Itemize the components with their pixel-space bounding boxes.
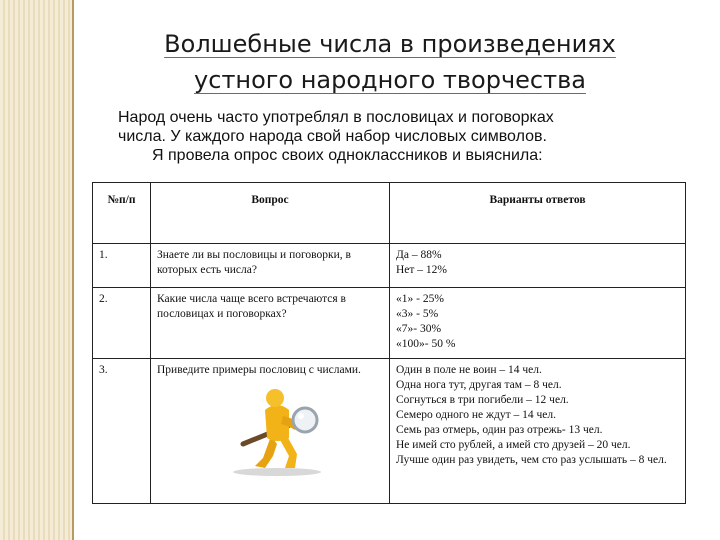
answer-line: «7»- 30% [396,323,442,335]
answer-line: Лучше один раз увидеть, чем сто раз услышать – 8 чел. [396,454,667,466]
row-number: 2. [93,288,151,359]
intro-line-2: числа. У каждого народа свой набор числовых символов. [118,128,547,145]
table-row [93,244,686,288]
row-question [151,359,390,504]
page-title [80,26,700,98]
row-question: Знаете ли вы пословицы и поговорки, в которых есть числа? [151,244,390,288]
answer-line: Не имей сто рублей, а имей сто друзей – 20 чел. [396,439,631,451]
intro-line-1: Народ очень часто употреблял в пословицах и поговорках [118,109,554,126]
row-answers [390,244,686,288]
magnifying-glass-person-icon [219,386,337,478]
row-question: Какие числа чаще всего встречаются в пословицах и поговорках? [151,288,390,359]
title-line-1: Волшебные числа в произведениях [164,30,616,58]
survey-table [92,182,686,504]
table-header-row [93,183,686,244]
table-row [93,288,686,359]
decorative-left-strip [0,0,72,540]
answer-line: Да – 88% [396,249,442,261]
table-row [93,359,686,504]
answer-line: «1» - 25% [396,293,444,305]
answer-line: Одна нога тут, другая там – 8 чел. [396,379,562,391]
row-number: 1. [93,244,151,288]
row-number: 3. [93,359,151,504]
answer-line: «3» - 5% [396,308,439,320]
answer-line: Семеро одного не ждут – 14 чел. [396,409,556,421]
answer-line: Один в поле не воин – 14 чел. [396,364,542,376]
row-answers [390,288,686,359]
answer-line: Согнуться в три погибели – 12 чел. [396,394,569,406]
intro-text [118,108,708,165]
decorative-divider [72,0,74,540]
header-question: Вопрос [151,183,390,244]
row-answers [390,359,686,504]
answer-line: Нет – 12% [396,264,448,276]
answer-line: Семь раз отмерь, один раз отрежь- 13 чел. [396,424,603,436]
title-line-2: устного народного творчества [194,66,586,94]
header-number: №п/п [93,183,151,244]
row-question-text: Приведите примеры пословиц с числами. [157,364,361,376]
intro-line-3: Я провела опрос своих одноклассников и выяснила: [152,147,543,164]
header-answers: Варианты ответов [390,183,686,244]
answer-line: «100»- 50 % [396,338,456,350]
